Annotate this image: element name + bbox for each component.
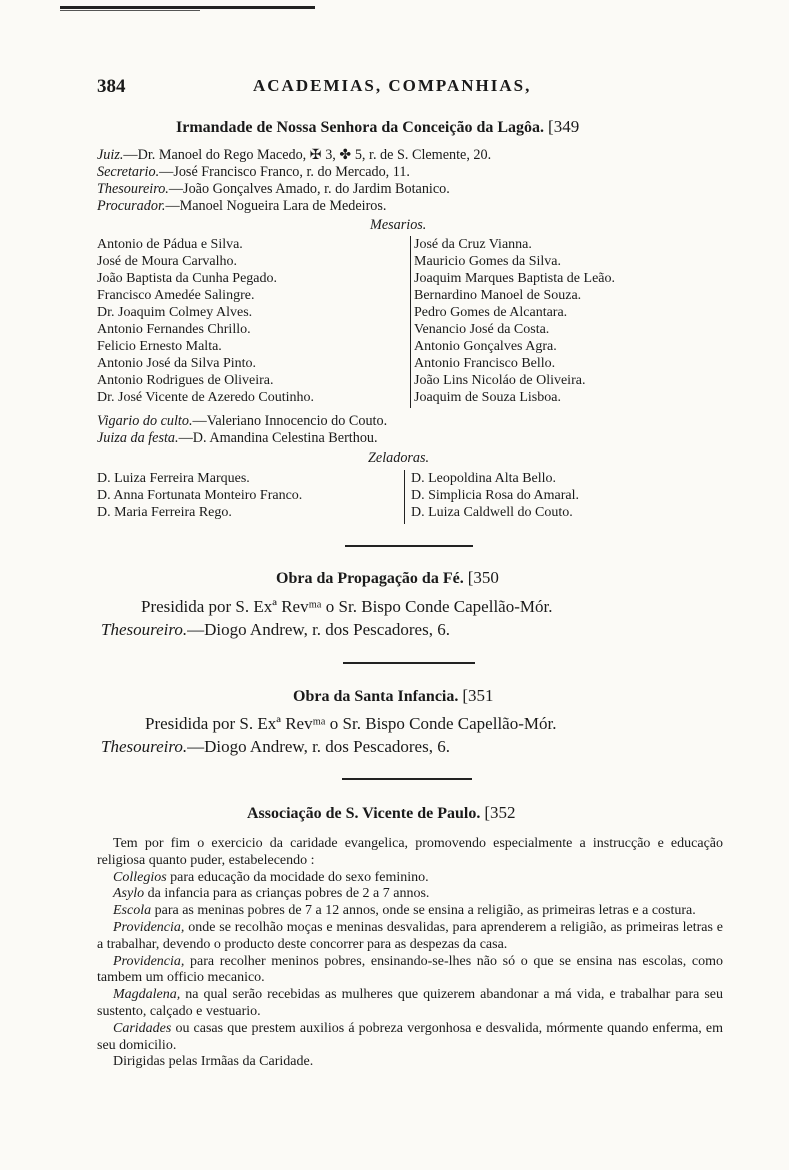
sec349-title: Irmandade de Nossa Senhora da Conceição da Lagôa. bbox=[176, 119, 545, 136]
mesarios-left-column bbox=[97, 236, 314, 406]
mesario-right-6: Venancio José da Costa. bbox=[414, 322, 550, 337]
term-escola: Escola bbox=[113, 903, 152, 919]
sec349-secretario-line bbox=[97, 164, 410, 181]
sec350-number: [350 bbox=[467, 568, 499, 587]
sec350-thesoureiro-name: —Diogo Andrew, r. dos Pescadores, 6. bbox=[187, 620, 450, 639]
mesario-right-4: Bernardino Manoel de Souza. bbox=[414, 288, 582, 303]
text-asylo: da infancia para as crianças pobres de 2 a 7 annos. bbox=[144, 886, 430, 902]
section-rule-3 bbox=[342, 778, 472, 780]
role-thesoureiro: Thesoureiro. bbox=[97, 181, 169, 197]
mesario-right-7: Antonio Gonçalves Agra. bbox=[414, 339, 557, 354]
sec350-role-thesoureiro: Thesoureiro. bbox=[101, 620, 188, 639]
sec350-presidida: Presidida por S. Exª Revᵐᵃ o Sr. Bispo Conde Capellão-Mór. bbox=[141, 597, 553, 616]
sec351-role-thesoureiro: Thesoureiro. bbox=[101, 737, 188, 756]
term-magdalena: Magdalena, bbox=[113, 987, 181, 1003]
text-magdalena: na qual serão recebidas as mulheres que quizerem abandonar a má vida, e trabalhar para seu sustento, calçado e vestuario. bbox=[97, 987, 723, 1019]
sec349-heading bbox=[176, 117, 579, 137]
mesario-right-1: José da Cruz Vianna. bbox=[414, 237, 532, 252]
section-rule-1 bbox=[345, 545, 473, 547]
thesoureiro-name: —João Gonçalves Amado, r. do Jardim Botanico. bbox=[168, 181, 450, 197]
sec350-thesoureiro-line bbox=[101, 620, 450, 640]
mesario-left-7: Felicio Ernesto Malta. bbox=[97, 339, 222, 354]
term-providencia-1: Providencia, bbox=[113, 919, 185, 935]
vigario-line bbox=[97, 413, 387, 430]
page-number: 384 bbox=[97, 76, 126, 97]
text-providencia-1: onde se recolhão moças e meninas desvalidas, para aprenderem a religião, as primeiras letras e a trabalhar, devendo o producto deste concorrer para as despezas da casa. bbox=[97, 919, 723, 952]
sec352-item-caridades bbox=[97, 1021, 723, 1055]
mesario-left-10: Dr. José Vicente de Azeredo Coutinho. bbox=[97, 390, 315, 405]
mesario-left-3: João Baptista da Cunha Pegado. bbox=[97, 271, 278, 286]
text-providencia-2: para recolher meninos pobres, ensinando-se-lhes não só o que se ensina nas escolas, como tambem um officio mecanico. bbox=[97, 953, 723, 986]
mesario-left-1: Antonio de Pádua e Silva. bbox=[97, 237, 243, 252]
sec352-heading bbox=[247, 803, 516, 823]
mesario-right-8: Antonio Francisco Bello. bbox=[414, 356, 556, 371]
sec352-item-providencia-1 bbox=[97, 920, 723, 954]
sec351-thesoureiro-name: —Diogo Andrew, r. dos Pescadores, 6. bbox=[187, 737, 450, 756]
mesario-right-3: Joaquim Marques Baptista de Leão. bbox=[414, 271, 616, 286]
top-rule bbox=[60, 6, 315, 9]
secretario-name: —José Francisco Franco, r. do Mercado, 11. bbox=[159, 164, 410, 180]
sec352-number: [352 bbox=[484, 803, 516, 822]
mesario-left-8: Antonio José da Silva Pinto. bbox=[97, 356, 257, 371]
mesario-left-5: Dr. Joaquim Colmey Alves. bbox=[97, 305, 253, 320]
zeladoras-right-column bbox=[411, 470, 579, 521]
role-juiz: Juiz. bbox=[97, 147, 124, 163]
mesarios-label: Mesarios. bbox=[370, 217, 427, 233]
sec350-title: Obra da Propagação da Fé. bbox=[276, 570, 464, 587]
zeladoras-divider bbox=[404, 470, 405, 524]
text-collegios: para educação da mocidade do sexo feminino. bbox=[166, 869, 429, 885]
mesario-left-2: José de Moura Carvalho. bbox=[97, 254, 237, 269]
term-collegios: Collegios bbox=[113, 869, 167, 885]
mesarios-right-column bbox=[414, 236, 615, 406]
sec350-heading bbox=[276, 568, 499, 588]
juiza-line bbox=[97, 430, 378, 447]
sec352-item-providencia-2 bbox=[97, 954, 723, 988]
juiza-name: —D. Amandina Celestina Berthou. bbox=[178, 430, 378, 446]
sec349-thesoureiro-line bbox=[97, 181, 450, 198]
zeladora-left-1: D. Luiza Ferreira Marques. bbox=[97, 471, 250, 486]
role-juiza: Juiza da festa. bbox=[97, 430, 179, 446]
term-asylo: Asylo bbox=[113, 886, 145, 902]
sec352-item-escola bbox=[97, 903, 723, 920]
sec351-thesoureiro-line bbox=[101, 737, 450, 757]
sec352-title: Associação de S. Vicente de Paulo. bbox=[247, 805, 481, 822]
role-procurador: Procurador. bbox=[97, 198, 166, 214]
mesario-right-5: Pedro Gomes de Alcantara. bbox=[414, 305, 568, 320]
sec349-number: [349 bbox=[548, 117, 580, 136]
sec349-procurador-line bbox=[97, 198, 386, 215]
zeladora-right-3: D. Luiza Caldwell do Couto. bbox=[411, 505, 573, 520]
vigario-name: —Valeriano Innocencio do Couto. bbox=[192, 413, 388, 429]
mesario-right-10: Joaquim de Souza Lisboa. bbox=[414, 390, 561, 405]
sec352-body bbox=[97, 836, 723, 1071]
section-rule-2 bbox=[343, 662, 475, 664]
zeladora-left-3: D. Maria Ferreira Rego. bbox=[97, 505, 232, 520]
role-secretario: Secretario. bbox=[97, 164, 160, 180]
sec351-title: Obra da Santa Infancia. bbox=[293, 688, 459, 705]
procurador-name: —Manoel Nogueira Lara de Medeiros. bbox=[165, 198, 387, 214]
term-caridades: Caridades bbox=[113, 1020, 172, 1036]
running-title: ACADEMIAS, COMPANHIAS, bbox=[253, 76, 532, 95]
mesario-left-6: Antonio Fernandes Chrillo. bbox=[97, 322, 251, 337]
sec352-item-magdalena bbox=[97, 987, 723, 1021]
sec352-closing: Dirigidas pelas Irmãas da Caridade. bbox=[113, 1054, 314, 1070]
top-rule-thin bbox=[60, 10, 200, 11]
sec352-item-asylo bbox=[97, 886, 723, 903]
sec352-intro: Tem por fim o exercicio da caridade evangelica, promovendo especialmente a instrucção e educação religiosa quanto puder, estabelecendo : bbox=[97, 836, 723, 868]
sec349-juiz-line bbox=[97, 147, 491, 164]
zeladora-right-1: D. Leopoldina Alta Bello. bbox=[411, 471, 557, 486]
mesario-left-9: Antonio Rodrigues de Oliveira. bbox=[97, 373, 274, 388]
sec351-number: [351 bbox=[462, 686, 494, 705]
zeladora-right-2: D. Simplicia Rosa do Amaral. bbox=[411, 488, 579, 503]
sec352-item-collegios bbox=[97, 870, 723, 887]
mesario-right-2: Mauricio Gomes da Silva. bbox=[414, 254, 561, 269]
zeladoras-left-column bbox=[97, 470, 302, 521]
role-vigario: Vigario do culto. bbox=[97, 413, 193, 429]
mesario-left-4: Francisco Amedée Salingre. bbox=[97, 288, 255, 303]
sec351-heading bbox=[293, 686, 494, 706]
mesarios-divider bbox=[410, 236, 411, 408]
sec351-presidida: Presidida por S. Exª Revᵐᵃ o Sr. Bispo Conde Capellão-Mór. bbox=[145, 714, 557, 733]
term-providencia-2: Providencia, bbox=[113, 953, 185, 969]
zeladora-left-2: D. Anna Fortunata Monteiro Franco. bbox=[97, 488, 303, 503]
mesario-right-9: João Lins Nicoláo de Oliveira. bbox=[414, 373, 586, 388]
text-caridades: ou casas que prestem auxilios á pobreza vergonhosa e desvalida, mórmente quando enferma, em seu domicilio. bbox=[97, 1020, 723, 1053]
text-escola: para as meninas pobres de 7 a 12 annos, onde se ensina a religião, as primeiras letras e a costura. bbox=[151, 903, 696, 919]
zeladoras-label: Zeladoras. bbox=[368, 450, 430, 466]
juiz-name: —Dr. Manoel do Rego Macedo, ✠ 3, ✤ 5, r. de S. Clemente, 20. bbox=[123, 147, 492, 163]
